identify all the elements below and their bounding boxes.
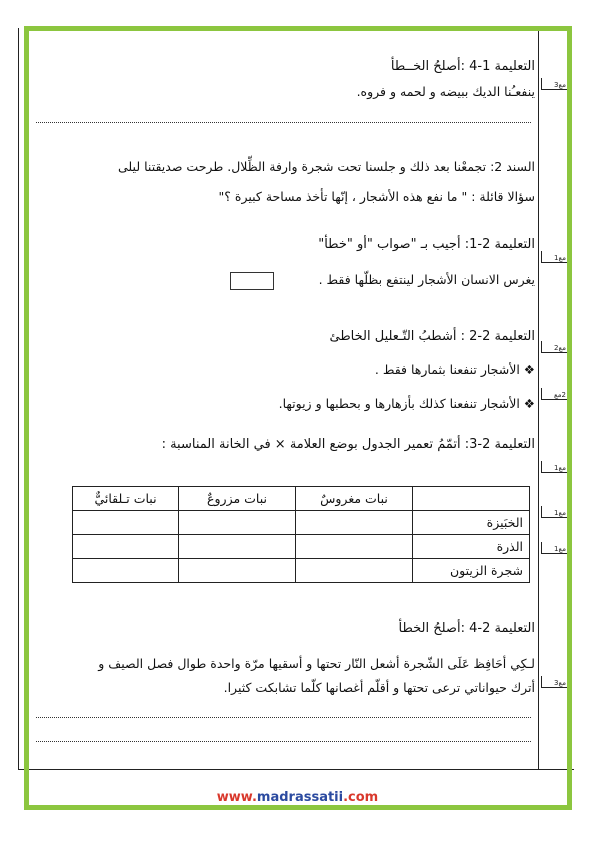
classification-table [72, 486, 530, 583]
instruction-2-4-title: التعليمة 2-4 :أصلحُ الخطأ [398, 621, 535, 636]
grade-mark: مع3 [541, 78, 567, 90]
table-cell[interactable] [179, 535, 296, 559]
instruction-2-3-title: التعليمة 2-3: أتمّمُ تعمير الجدول بوضع العلامة × في الخانة المناسبة : [161, 437, 535, 452]
grade-mark: مع2 [541, 341, 567, 353]
answer-line[interactable] [36, 717, 531, 718]
grade-mark: 2مع [541, 388, 567, 400]
grade-mark: مع1 [541, 461, 567, 473]
grade-mark: مع3 [541, 676, 567, 688]
answer-line[interactable] [36, 122, 531, 123]
watermark-prefix: www. [216, 790, 257, 805]
table-header: نبات مغروسٌ [296, 487, 413, 511]
table-header: نبات تـلقائيٌّ [73, 487, 179, 511]
instruction-2-1-sentence: يغرس الانسان الأشجار لينتفع بظلّها فقط . [318, 272, 535, 287]
table-cell[interactable] [179, 559, 296, 583]
row-label: الذرة [413, 535, 530, 559]
grade-mark: مع1 [541, 506, 567, 518]
instruction-2-4-line-2: أترك حيواناتي ترعى تحتها و أقلّم أغصانها كلّما تشابكت كثيرا. [223, 680, 535, 695]
watermark-site: madrassatii [256, 790, 344, 805]
instruction-2-2-title: التعليمة 2-2 : أشطبُ التّـعليل الخاطئ [329, 329, 535, 344]
row-label: الخبَيزة [413, 511, 530, 535]
table-row [73, 511, 530, 535]
table-header-row [73, 487, 530, 511]
table-cell[interactable] [296, 535, 413, 559]
answer-box[interactable] [230, 272, 274, 290]
support-2-line-1: السند 2: تجمعْنا بعد ذلك و جلسنا تحت شجرة وارفة الظِّلال. طرحت صديقتنا ليلى [118, 159, 535, 174]
table-row [73, 535, 530, 559]
site-watermark[interactable] [0, 790, 595, 805]
answer-line[interactable] [36, 741, 531, 742]
table-cell[interactable] [73, 535, 179, 559]
table-cell[interactable] [73, 559, 179, 583]
grade-mark: مع1 [541, 251, 567, 263]
table-row [73, 559, 530, 583]
table-cell[interactable] [179, 511, 296, 535]
support-2-line-2: سؤالا قائلة : " ما نفع هذه الأشجار ، إنّها تأخذ مساحة كبيرة ؟" [218, 189, 535, 204]
table-header: نبات مزروعٌ [179, 487, 296, 511]
table-cell[interactable] [296, 559, 413, 583]
table-cell[interactable] [73, 511, 179, 535]
instruction-2-1-title: التعليمة 2-1: أجيب بـ "صواب "أو "خطأ" [318, 237, 535, 252]
instruction-2-4-line-1: لـكِي أحَافِظ عَلَى الشّجرة أشعل النّار تحتها و أسقيها مرّة واحدة طوال فصل الصيف و [98, 656, 535, 671]
row-label: شجرة الزيتون [413, 559, 530, 583]
table-cell[interactable] [296, 511, 413, 535]
instruction-1-4-sentence: ينفعـُنا الديك ببيضه و لحمه و فروه. [356, 84, 535, 99]
option-2[interactable]: ❖ الأشجار تنفعنا كذلك بأزهارها و بحطبها و زيوتها. [278, 396, 535, 411]
option-1[interactable]: ❖ الأشجار تنفعنا بثمارها فقط . [374, 362, 535, 377]
watermark-tld: .com [343, 790, 379, 805]
grade-mark: مع1 [541, 542, 567, 554]
instruction-1-4-title: التعليمة 1-4 :أصلحُ الخــطأ [390, 59, 535, 74]
table-header-empty [413, 487, 530, 511]
